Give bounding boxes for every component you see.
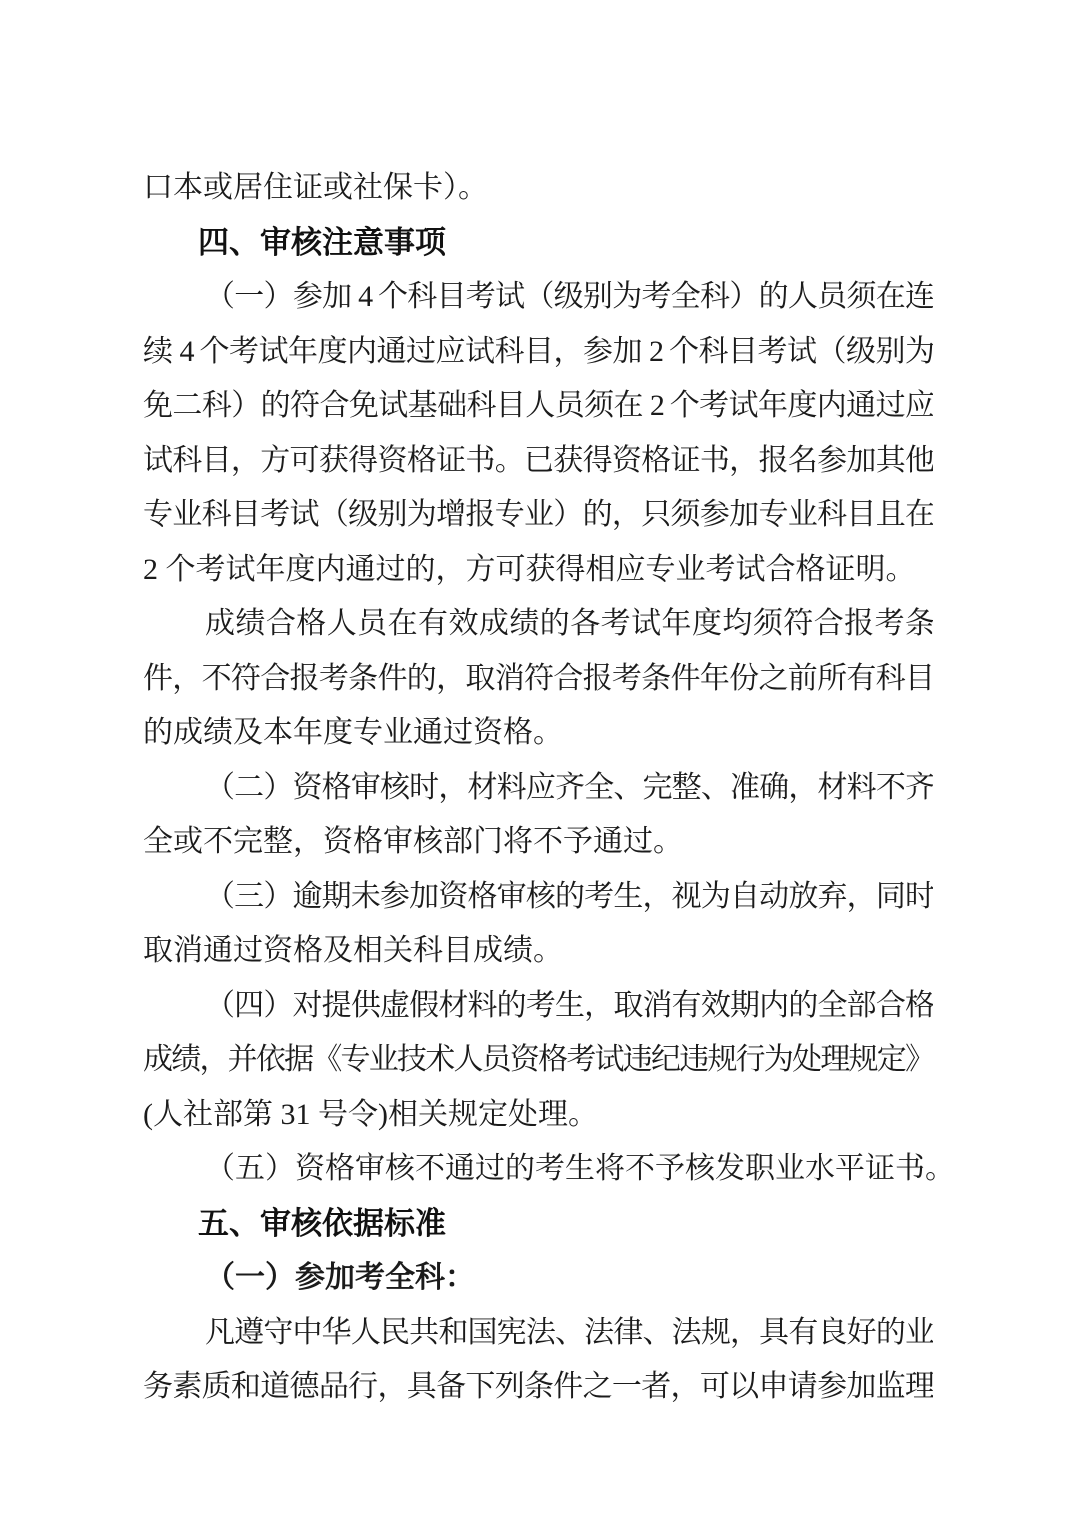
text-line: 凡遵守中华人民共和国宪法、法律、法规，具有良好的业 xyxy=(205,1315,933,1349)
text-line: （二）资格审核时，材料应齐全、完整、准确，材料不齐 xyxy=(205,770,933,804)
text-line: 2 个考试年度内通过的，方可获得相应专业考试合格证明。 xyxy=(143,552,916,586)
text-line: 件，不符合报考条件的，取消符合报考条件年份之前所有科目 xyxy=(143,661,933,695)
section-heading-5: 五、审核依据标准 xyxy=(198,1205,446,1241)
text-line: 免二科）的符合免试基础科目人员须在 2 个考试年度内通过应 xyxy=(143,389,933,422)
section-heading-4: 四、审核注意事项 xyxy=(198,224,446,260)
text-line: 全或不完整，资格审核部门将不予通过。 xyxy=(143,825,683,858)
text-line: 专业科目考试（级别为增报专业）的，只须参加专业科目且在 xyxy=(143,498,933,531)
text-line: (人社部第 31 号令)相关规定处理。 xyxy=(143,1097,598,1131)
text-line: 成绩合格人员在有效成绩的各考试年度均须符合报考条 xyxy=(205,607,933,640)
text-line: （五）资格审核不通过的考生将不予核发职业水平证书。 xyxy=(205,1152,955,1185)
text-line: 取消通过资格及相关科目成绩。 xyxy=(143,934,563,967)
text-line: （三）逾期未参加资格审核的考生，视为自动放弃，同时 xyxy=(205,879,933,913)
text-line: 成绩，并依据《专业技术人员资格考试违纪违规行为处理规定》 xyxy=(143,1043,933,1076)
text-line-continuation: 口本或居住证或社保卡）。 xyxy=(143,171,488,204)
subheading-item-1: （一）参加考全科： xyxy=(205,1261,475,1294)
text-line: 试科目，方可获得资格证书。已获得资格证书，报名参加其他 xyxy=(143,443,933,477)
document-content xyxy=(143,161,955,1415)
text-line: 的成绩及本年度专业通过资格。 xyxy=(143,716,563,749)
text-line: 续 4 个考试年度内通过应试科目，参加 2 个科目考试（级别为 xyxy=(143,334,933,368)
text-line: 务素质和道德品行，具备下列条件之一者，可以申请参加监理 xyxy=(143,1370,933,1403)
text-line: （四）对提供虚假材料的考生，取消有效期内的全部合格 xyxy=(205,988,933,1022)
text-line: （一）参加 4 个科目考试（级别为考全科）的人员须在连 xyxy=(205,280,933,313)
